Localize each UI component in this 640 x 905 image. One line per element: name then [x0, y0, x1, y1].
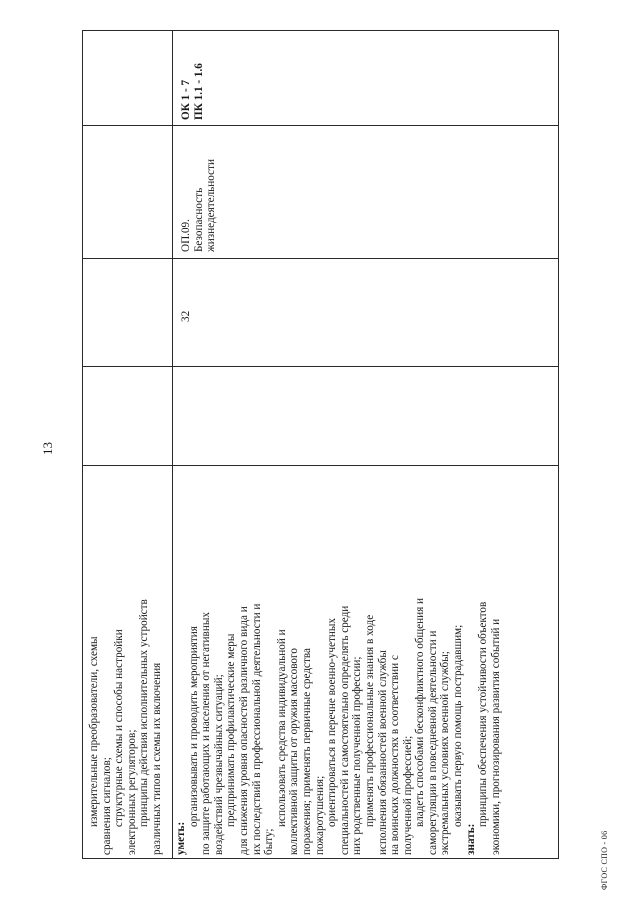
text-line: различных типов и схемы их включения [150, 662, 163, 855]
text-line: использовать средства индивидуальной и [275, 629, 288, 827]
text-line: их последствий в профессиональной деятельности и [250, 603, 263, 855]
text-line: структурные схемы и способы настройки [113, 629, 126, 827]
text-line: предпринимать профилактические меры [225, 633, 238, 827]
text-line: полученной профессией; [401, 735, 414, 855]
text-line: пожаротушения; [313, 775, 326, 855]
competency-pk: ПК 1.1 - 1.6 [192, 63, 205, 120]
text-line: принципы обеспечения устойчивости объектов [477, 601, 490, 827]
text-line: саморегуляции в повседневной деятельности и [426, 630, 439, 855]
table-line [82, 858, 559, 859]
text-line: для снижения уровня опасностей различного вида и [237, 606, 250, 855]
table-line [82, 366, 559, 367]
table-line [82, 30, 83, 859]
text-line: экстремальных условиях военной службы; [439, 651, 452, 855]
competencies-cell [180, 30, 205, 120]
text-line: поражения; применять первичные средства [300, 648, 313, 855]
text-line: организовывать и проводить мероприятия [187, 626, 200, 827]
text-line: принципы действия исполнительных устройств [138, 599, 151, 827]
table-line [82, 125, 559, 126]
section-heading: знать: [464, 823, 477, 855]
discipline-code: ОП.09. [180, 219, 192, 252]
discipline-cell [180, 127, 218, 252]
text-line: воздействий чрезвычайных ситуаций; [212, 674, 225, 855]
table-line [558, 30, 559, 859]
table-line [82, 465, 559, 466]
discipline-name: Безопасность [192, 187, 205, 252]
text-line: оказывать первую помощь пострадавшим; [452, 624, 465, 827]
hours-cell: 32 [180, 310, 192, 322]
text-line: измерительные преобразователи, схемы [88, 636, 100, 827]
table-line [172, 30, 173, 859]
text-line: применять профессиональные знания в ходе [363, 614, 376, 827]
table-line [82, 258, 559, 259]
document-footer: ФГОС СПО - 06 [600, 830, 609, 890]
table-line [82, 30, 559, 31]
text-line: ориентироваться в перечне военно-учетных [326, 618, 339, 827]
text-line: сравнения сигналов; [100, 757, 113, 855]
text-line: быту; [263, 828, 276, 855]
text-line: коллективной защиты от оружия массового [288, 648, 301, 855]
section-heading: уметь: [175, 821, 187, 855]
text-line: на воинских должностях в соответствии с [389, 655, 402, 855]
text-line: экономики, прогнозирования развития событий и [489, 618, 502, 855]
skills-cell-continued [88, 470, 164, 855]
text-line: специальностей и самостоятельно определять среди [338, 605, 351, 855]
text-line: исполнения обязанностей военной службы [376, 650, 389, 855]
text-line: по защите работающих и населения от негативных [200, 612, 213, 855]
text-line: владеть способами бесконфликтного общения и [414, 597, 427, 827]
skills-cell [175, 470, 502, 855]
page-number: 13 [40, 442, 55, 455]
discipline-name: жизнедеятельности [205, 159, 218, 252]
competency-ok: ОК 1 - 7 [180, 79, 192, 120]
text-line: них родственные полученной профессии; [351, 656, 364, 855]
text-line: электронных регуляторов; [125, 729, 138, 855]
